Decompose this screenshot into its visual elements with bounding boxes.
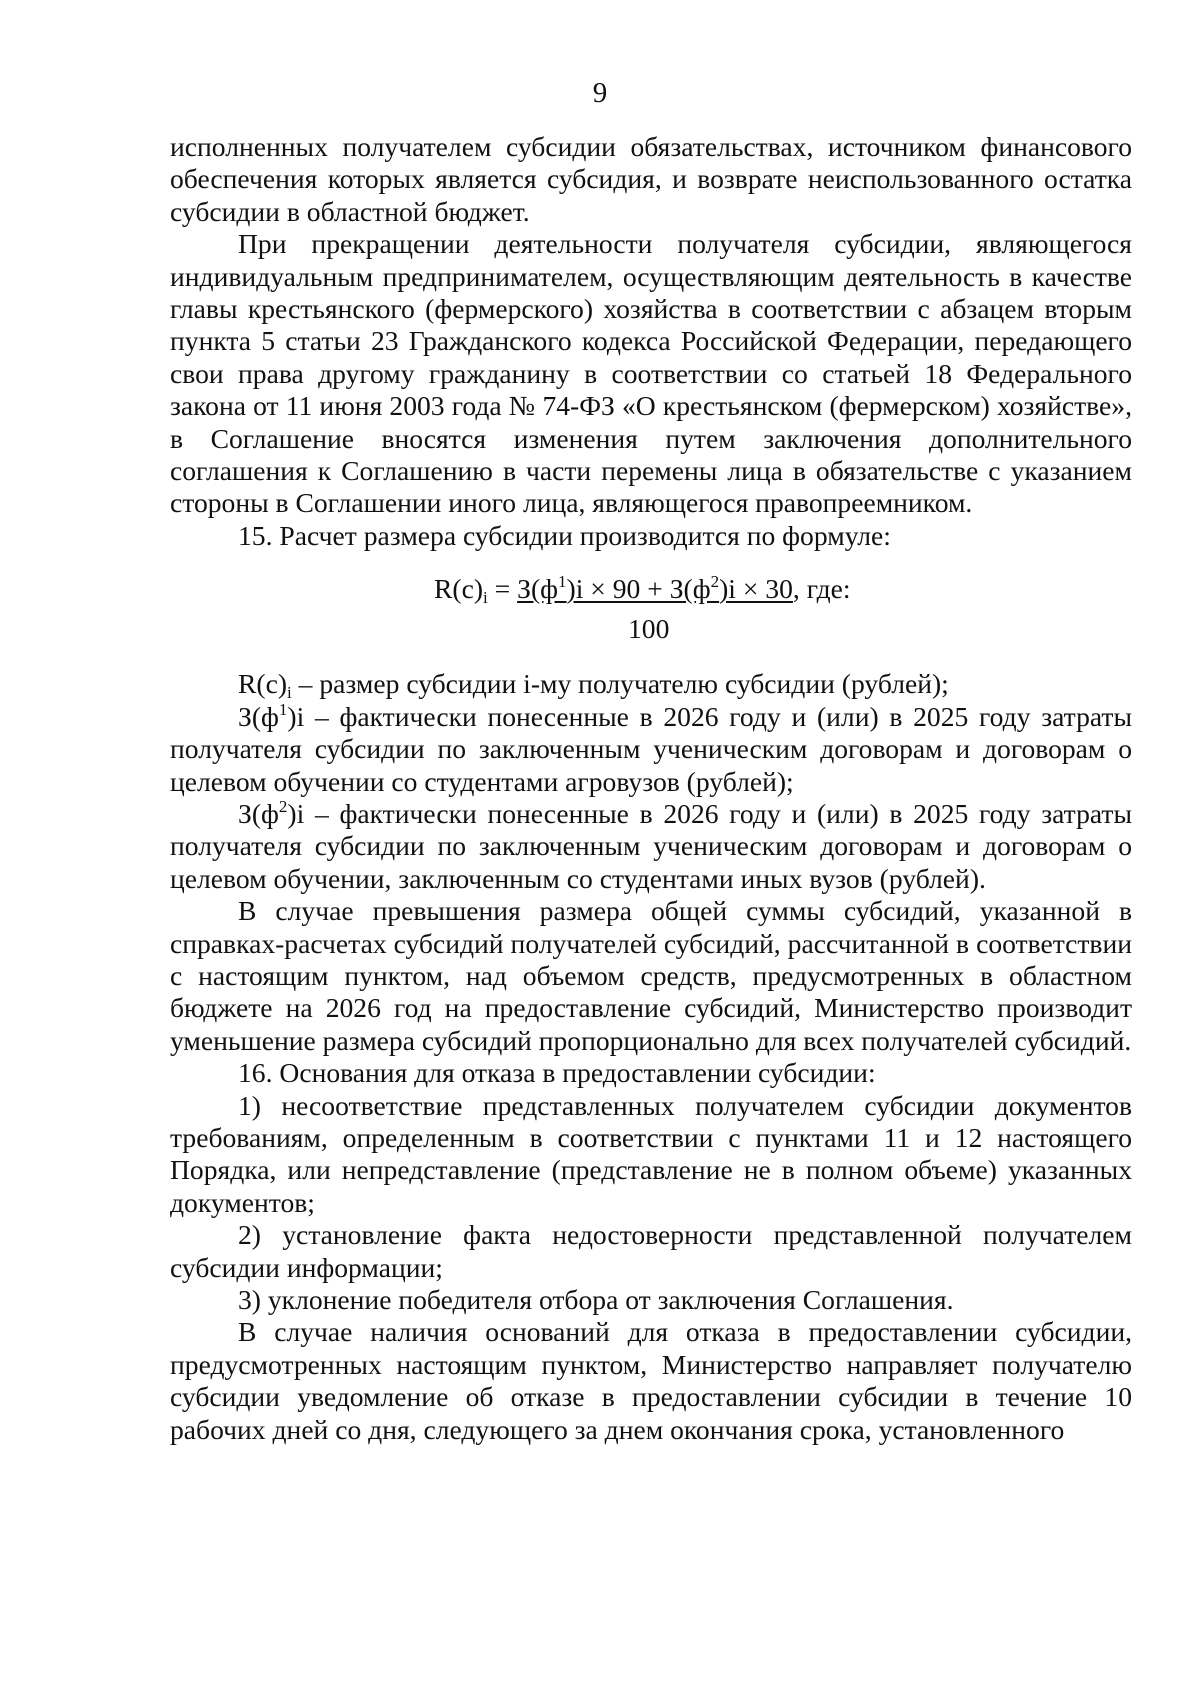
- formula-lhs-subscript: i: [483, 588, 488, 608]
- list-item-3: 3) уклонение победителя отбора от заключения Соглашения.: [238, 1284, 954, 1315]
- definition-r-subscript: i: [287, 683, 292, 703]
- formula-denominator: 100: [628, 613, 670, 645]
- formula-num-part-b: )i × 90 + З(ф: [566, 573, 711, 605]
- formula-numerator: [517, 573, 793, 604]
- formula-num-sup-1: 1: [558, 572, 567, 592]
- paragraph-continuation: исполненных получателем субсидии обязательствах, источником финансового обеспечения которых является субсидия, и возврате неиспользованного остатка субсидии в областной бюджет.: [170, 131, 1132, 227]
- formula-num-part-c: )i × 30: [719, 573, 793, 605]
- definition-z2-symbol: З(ф: [238, 797, 279, 829]
- definition-z2: [170, 798, 1132, 895]
- formula-line: [434, 572, 851, 608]
- definition-z2-text: )i – фактически понесенные в 2026 году и (или) в 2025 году затраты получателя субсидии по заключенным ученическим договорам и договорам о целевом обучении, заключенным со студентами иных вузов (рублей).: [170, 797, 1132, 894]
- page-number: 9: [592, 77, 608, 109]
- definition-z1-text: )i – фактически понесенные в 2026 году и (или) в 2025 году затраты получателя субсидии по заключенным ученическим договорам и договорам о целевом обучении со студентами агровузов (рублей);: [170, 700, 1132, 797]
- subsidy-formula: [170, 573, 1132, 645]
- list-item-2: 2) установление факта недостоверности представленной получателем субсидии информации;: [170, 1219, 1132, 1283]
- paragraph-15-heading: 15. Расчет размера субсидии производится по формуле:: [238, 519, 891, 551]
- document-body: [170, 131, 1132, 1446]
- formula-suffix: , где:: [792, 573, 851, 605]
- definition-z1-superscript: 1: [278, 699, 288, 719]
- paragraph-proportional-reduction: В случае превышения размера общей суммы субсидий, указанной в справках-расчетах субсидий получателей субсидий, рассчитанной в соответствии с настоящим пунктом, над объемом средств, предусмотренных в областном бюджете на 2026 год на предоставление субсидий, Министерство производит уменьшение размера субсидий пропорционально для всех получателей субсидий.: [170, 895, 1132, 1056]
- paragraph-refusal-notice: В случае наличия оснований для отказа в предоставлении субсидии, предусмотренных настоящим пунктом, Министерство направляет получателю субсидии уведомление об отказе в предоставлении субсидии в течение 10 рабочих дней со дня, следующего за днем окончания срока, установленного: [170, 1316, 1132, 1445]
- definition-r-symbol: R(c): [238, 668, 288, 700]
- definition-r: [170, 668, 1132, 703]
- definition-z1: [170, 701, 1132, 798]
- formula-lhs: R(c): [434, 573, 484, 605]
- paragraph-termination-of-activity: При прекращении деятельности получателя субсидии, являющегося индивидуальным предпринимателем, осуществляющим деятельность в качестве главы крестьянского (фермерского) хозяйства в соответствии с абзацем вторым пункта 5 статьи 23 Гражданского кодекса Российской Федерации, передающего свои права другому гражданину в соответствии со статьей 18 Федерального закона от 11 июня 2003 года № 74-ФЗ «О крестьянском (фермерском) хозяйстве», в Соглашение вносятся изменения путем заключения дополнительного соглашения к Соглашению в части перемены лица в обязательстве с указанием стороны в Соглашении иного лица, являющегося правопреемником.: [170, 228, 1132, 519]
- definition-z2-superscript: 2: [278, 796, 288, 816]
- definition-z1-symbol: З(ф: [238, 700, 279, 732]
- formula-num-sup-2: 2: [710, 572, 720, 592]
- formula-num-part-a: З(ф: [517, 573, 559, 605]
- definition-r-text: – размер субсидии i-му получателю субсидии (рублей);: [291, 668, 949, 700]
- paragraph-16-heading: 16. Основания для отказа в предоставлении субсидии:: [238, 1057, 876, 1089]
- formula-equals: =: [487, 573, 518, 605]
- list-item-1: 1) несоответствие представленных получателем субсидии документов требованиям, определенным в соответствии с пунктами 11 и 12 настоящего Порядка, или непредставление (представление не в полном объеме) указанных документов;: [170, 1089, 1132, 1218]
